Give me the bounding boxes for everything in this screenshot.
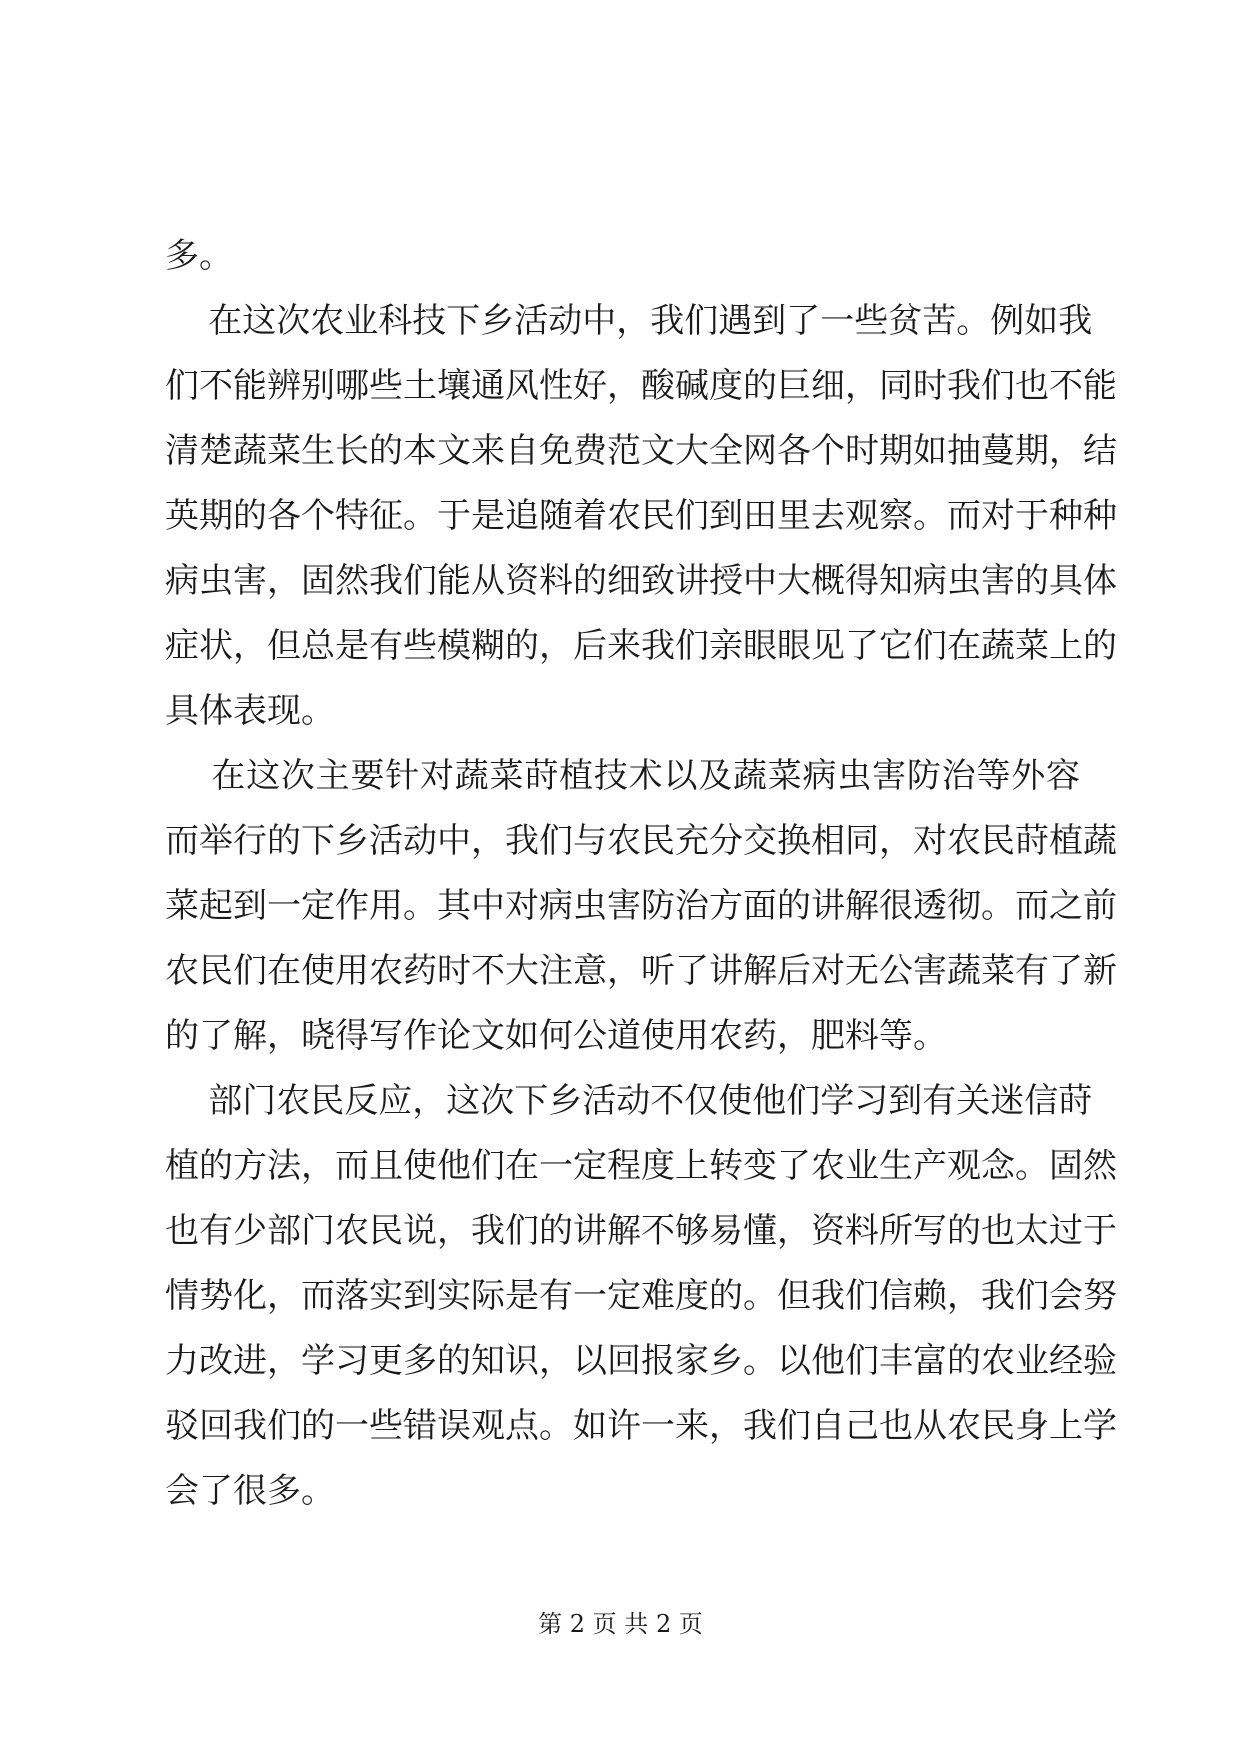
text-line: 力改进，学习更多的知识，以回报家乡。以他们丰富的农业经验: [165, 1341, 1117, 1381]
text-line: 而举行的下乡活动中，我们与农民充分交换相同，对农民莳植蔬: [165, 821, 1117, 861]
body-text: [165, 224, 1117, 1524]
text-line: 在这次主要针对蔬菜莳植技术以及蔬菜病虫害防治等外容: [165, 756, 1080, 796]
text-line: 的了解，晓得写作论文如何公道使用农药，肥料等。: [165, 1016, 947, 1056]
text-line: 在这次农业科技下乡活动中，我们遇到了一些贫苦。例如我: [165, 301, 1093, 341]
text-line: 清楚蔬菜生长的本文来自免费范文大全网各个时期如抽蔓期，结: [165, 431, 1117, 471]
text-line: 病虫害，固然我们能从资料的细致讲授中大概得知病虫害的具体: [165, 561, 1117, 601]
text-line: 驳回我们的一些错误观点。如许一来，我们自己也从农民身上学: [165, 1406, 1117, 1446]
text-line: 症状，但总是有些模糊的，后来我们亲眼眼见了它们在蔬菜上的: [165, 626, 1117, 666]
text-line: 们不能辨别哪些土壤通风性好，酸碱度的巨细，同时我们也不能: [165, 366, 1117, 406]
text-line: 会了很多。: [165, 1471, 335, 1511]
text-line: 农民们在使用农药时不大注意，听了讲解后对无公害蔬菜有了新: [165, 951, 1117, 991]
text-line: 多。: [165, 236, 233, 276]
text-line: 英期的各个特征。于是追随着农民们到田里去观察。而对于种种: [165, 496, 1117, 536]
text-line: 具体表现。: [165, 691, 335, 731]
text-line: 也有少部门农民说，我们的讲解不够易懂，资料所写的也太过于: [165, 1211, 1117, 1251]
page-footer: 第 2 页 共 2 页: [538, 1610, 703, 1638]
text-line: 部门农民反应，这次下乡活动不仅使他们学习到有关迷信莳: [165, 1081, 1093, 1121]
text-line: 植的方法，而且使他们在一定程度上转变了农业生产观念。固然: [165, 1146, 1117, 1186]
text-line: 菜起到一定作用。其中对病虫害防治方面的讲解很透彻。而之前: [165, 886, 1117, 926]
text-line: 情势化，而落实到实际是有一定难度的。但我们信赖，我们会努: [165, 1276, 1117, 1316]
